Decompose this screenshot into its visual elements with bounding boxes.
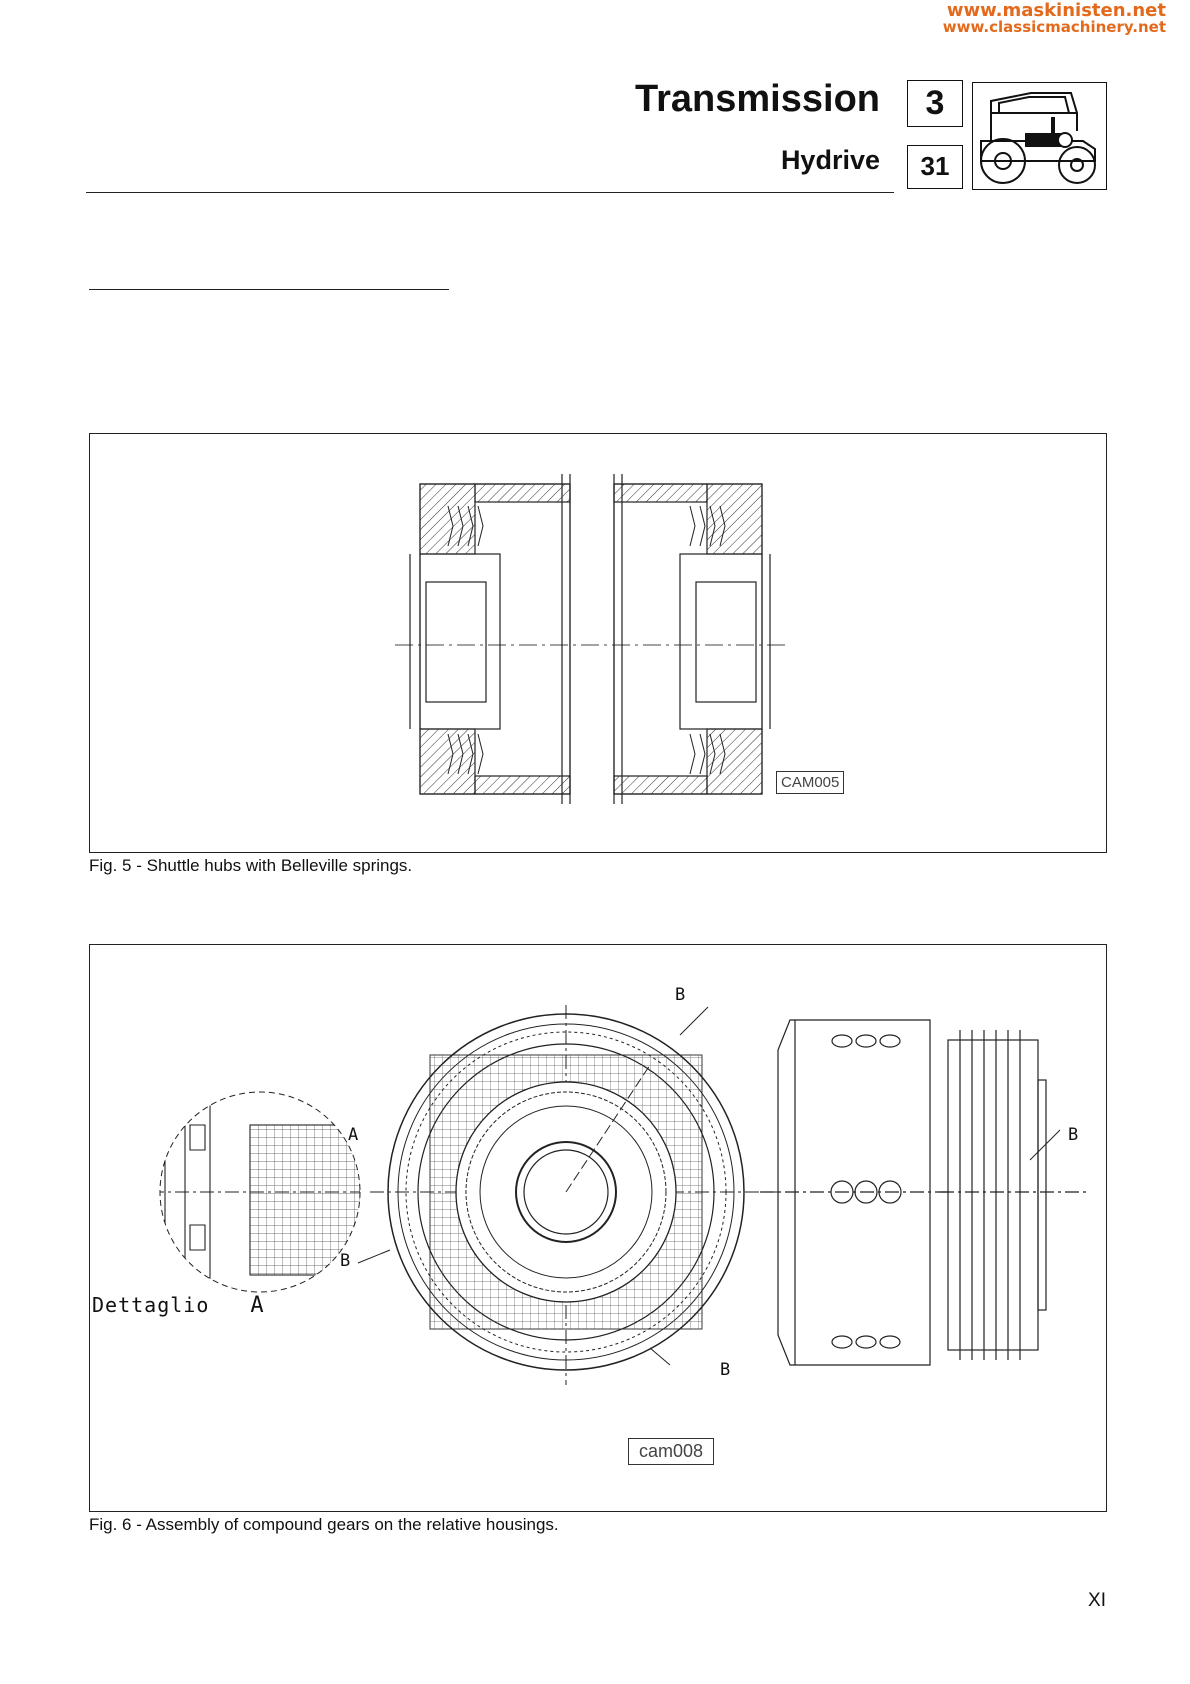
detail-a-letter: A (250, 1293, 265, 1318)
figure-5-drawing (90, 434, 1106, 852)
figure-5-frame (89, 433, 1107, 853)
marker-b-right: B (1068, 1125, 1079, 1145)
detail-a-word: Dettaglio (92, 1293, 210, 1317)
watermark-url-1: www.maskinisten.net (946, 0, 1166, 21)
marker-b-top: B (675, 985, 686, 1005)
housing-side-view (760, 1020, 950, 1365)
page-subtitle: Hydrive (780, 145, 880, 175)
section-number-box: 3 (907, 80, 963, 127)
figure-6-frame (89, 944, 1107, 1512)
figure-5-code-label: CAM005 (776, 771, 844, 794)
figure-6-drawing (90, 945, 1106, 1511)
marker-b-left: B (340, 1251, 351, 1271)
gear-assembly-view (370, 1005, 780, 1385)
watermark-url-2: www.classicmachinery.net (942, 18, 1166, 36)
section-rule (89, 289, 449, 290)
subsection-number-box: 31 (907, 145, 963, 189)
marker-a: A (348, 1125, 359, 1145)
detail-a-label (92, 1293, 265, 1318)
page-number: XI (1088, 1590, 1106, 1611)
tractor-icon (972, 82, 1107, 190)
figure-6-code-label: cam008 (628, 1438, 714, 1465)
header-rule (86, 192, 894, 193)
page-title: Transmission (635, 78, 880, 120)
disc-pack-view (940, 1030, 1090, 1360)
marker-b-bottom: B (720, 1360, 731, 1380)
figure-5-caption: Fig. 5 - Shuttle hubs with Belleville springs. (89, 856, 413, 875)
figure-6-caption: Fig. 6 - Assembly of compound gears on the relative housings. (89, 1515, 559, 1534)
